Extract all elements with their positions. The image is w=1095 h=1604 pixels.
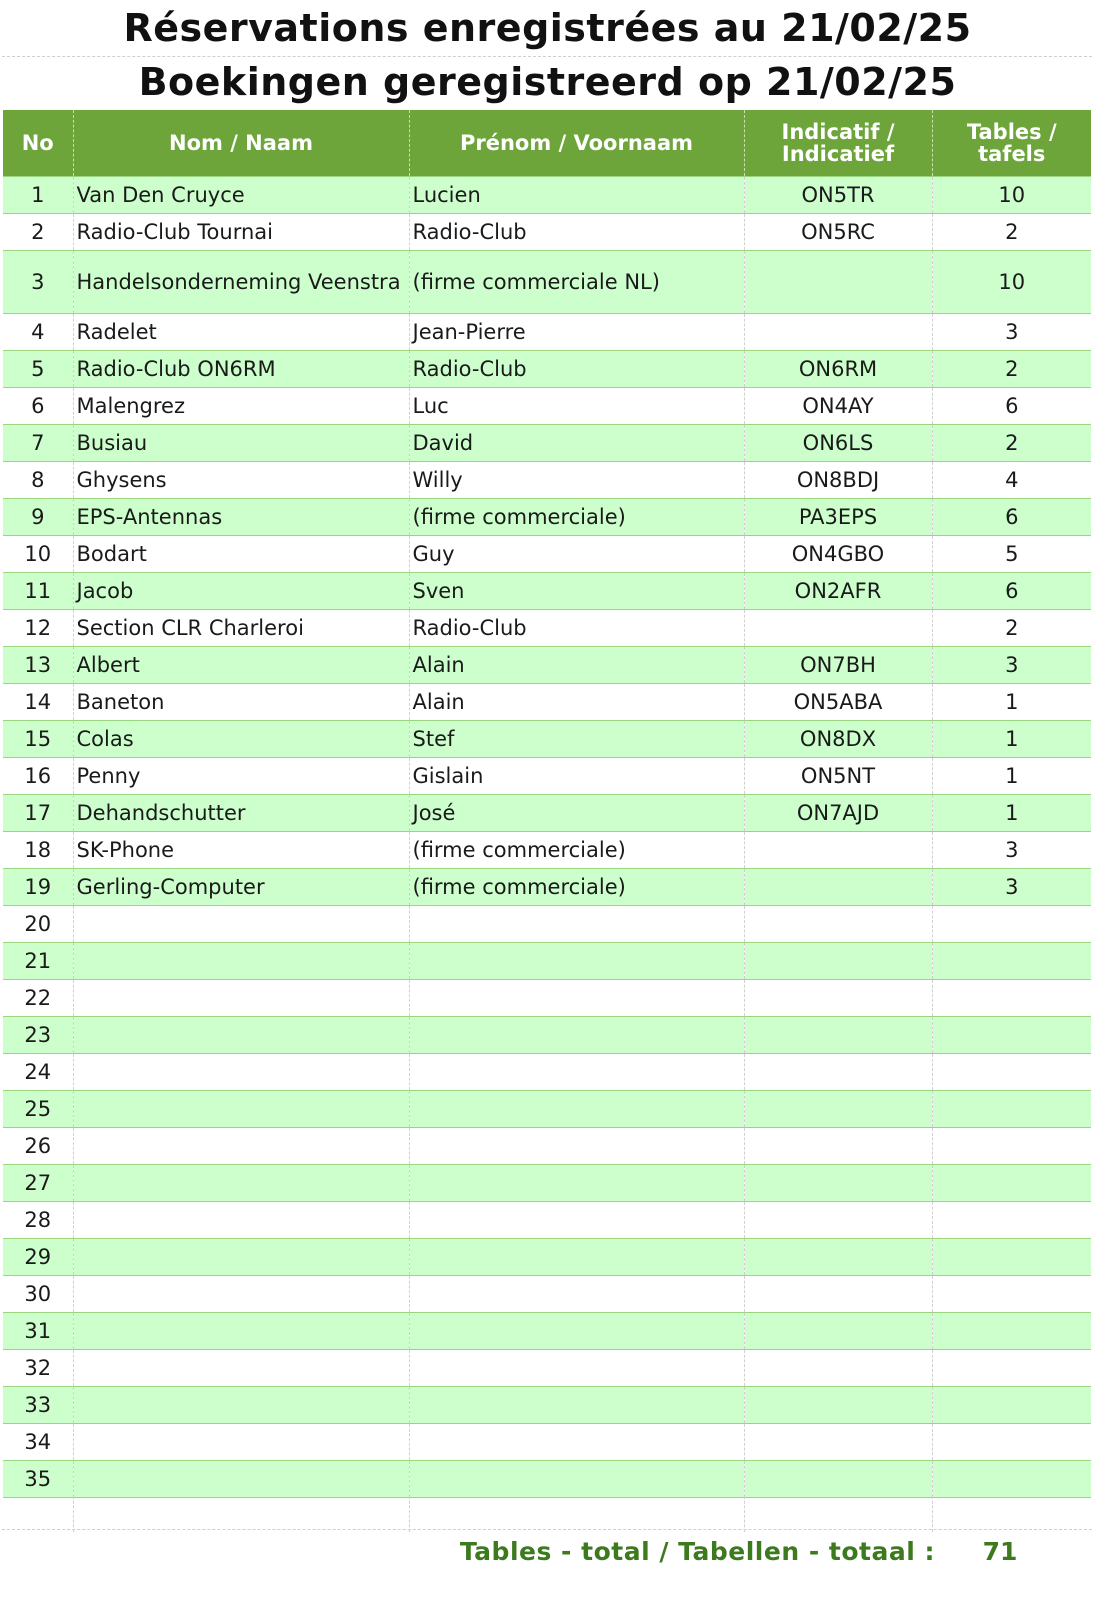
table-header-row (3, 110, 1091, 177)
table-row (3, 1424, 1091, 1461)
cell-no: 4 (3, 314, 73, 351)
cell-no: 10 (3, 536, 73, 573)
header-tables: Tables / tafels (932, 110, 1091, 177)
header-no: No (3, 110, 73, 177)
cell-prenom (409, 943, 744, 980)
cell-nom: Penny (73, 758, 409, 795)
cell-indicatif (744, 980, 932, 1017)
cell-prenom (409, 1202, 744, 1239)
table-row (3, 214, 1091, 251)
cell-prenom (409, 1017, 744, 1054)
cell-indicatif: ON4AY (744, 388, 932, 425)
cell-no: 25 (3, 1091, 73, 1128)
cell-tables (932, 906, 1091, 943)
cell-indicatif (744, 1387, 932, 1424)
cell-indicatif (744, 251, 932, 314)
cell-tables (932, 1276, 1091, 1313)
cell-prenom (409, 1165, 744, 1202)
table-row (3, 1276, 1091, 1313)
cell-no: 6 (3, 388, 73, 425)
cell-prenom (409, 1461, 744, 1498)
cell-indicatif: ON5TR (744, 177, 932, 214)
cell-tables (932, 1165, 1091, 1202)
cell-nom (73, 1239, 409, 1276)
table-row (3, 388, 1091, 425)
cell-nom: Bodart (73, 536, 409, 573)
cell-prenom: Sven (409, 573, 744, 610)
table-row (3, 832, 1091, 869)
cell-no: 14 (3, 684, 73, 721)
table-row (3, 573, 1091, 610)
cell-nom (73, 1350, 409, 1387)
cell-no: 22 (3, 980, 73, 1017)
cell-indicatif (744, 1350, 932, 1387)
table-row (3, 721, 1091, 758)
cell-no: 32 (3, 1350, 73, 1387)
table-row (3, 647, 1091, 684)
cell-no: 13 (3, 647, 73, 684)
table-row (3, 499, 1091, 536)
cell-no: 11 (3, 573, 73, 610)
cell-tables: 3 (932, 869, 1091, 906)
cell-prenom: Alain (409, 647, 744, 684)
cell-tables: 1 (932, 795, 1091, 832)
cell-prenom: Lucien (409, 177, 744, 214)
cell-indicatif: ON4GBO (744, 536, 932, 573)
cell-nom: SK-Phone (73, 832, 409, 869)
cell-tables (932, 1387, 1091, 1424)
cell-nom: Jacob (73, 573, 409, 610)
cell-no: 21 (3, 943, 73, 980)
footer-divider (2, 1529, 1092, 1530)
cell-prenom: David (409, 425, 744, 462)
table-row (3, 1387, 1091, 1424)
cell-tables (932, 1202, 1091, 1239)
cell-tables: 1 (932, 721, 1091, 758)
cell-tables: 3 (932, 832, 1091, 869)
cell-nom (73, 943, 409, 980)
cell-prenom: Luc (409, 388, 744, 425)
cell-indicatif (744, 1239, 932, 1276)
cell-prenom (409, 1128, 744, 1165)
cell-prenom (409, 1313, 744, 1350)
cell-no: 17 (3, 795, 73, 832)
table-row (3, 1165, 1091, 1202)
cell-nom: Radelet (73, 314, 409, 351)
cell-prenom: Stef (409, 721, 744, 758)
cell-nom (73, 906, 409, 943)
cell-no: 15 (3, 721, 73, 758)
table-row (3, 610, 1091, 647)
cell-indicatif (744, 314, 932, 351)
table-row (3, 1239, 1091, 1276)
cell-tables: 6 (932, 388, 1091, 425)
cell-prenom: Alain (409, 684, 744, 721)
cell-prenom: Gislain (409, 758, 744, 795)
header-indicatif: Indicatif / Indicatief (744, 110, 932, 177)
cell-nom (73, 1128, 409, 1165)
cell-no: 30 (3, 1276, 73, 1313)
cell-prenom: (firme commerciale) (409, 499, 744, 536)
cell-nom (73, 1313, 409, 1350)
cell-no: 28 (3, 1202, 73, 1239)
cell-no: 18 (3, 832, 73, 869)
cell-nom: Ghysens (73, 462, 409, 499)
cell-prenom: Jean-Pierre (409, 314, 744, 351)
reservations-table (3, 110, 1091, 1498)
cell-no: 2 (3, 214, 73, 251)
cell-no: 34 (3, 1424, 73, 1461)
cell-nom: Radio-Club Tournai (73, 214, 409, 251)
cell-nom (73, 1091, 409, 1128)
cell-indicatif: ON5NT (744, 758, 932, 795)
cell-indicatif: ON8BDJ (744, 462, 932, 499)
cell-tables: 2 (932, 425, 1091, 462)
cell-no: 20 (3, 906, 73, 943)
cell-no: 27 (3, 1165, 73, 1202)
cell-tables: 3 (932, 314, 1091, 351)
cell-prenom: José (409, 795, 744, 832)
footer-total-label: Tables - total / Tabellen - totaal : (459, 1537, 935, 1566)
cell-indicatif: PA3EPS (744, 499, 932, 536)
cell-no: 31 (3, 1313, 73, 1350)
cell-nom (73, 1017, 409, 1054)
cell-nom (73, 1276, 409, 1313)
cell-indicatif (744, 1424, 932, 1461)
cell-tables (932, 1017, 1091, 1054)
cell-prenom (409, 1350, 744, 1387)
cell-nom: EPS-Antennas (73, 499, 409, 536)
cell-indicatif (744, 1461, 932, 1498)
cell-no: 33 (3, 1387, 73, 1424)
cell-tables (932, 1350, 1091, 1387)
cell-indicatif: ON7BH (744, 647, 932, 684)
cell-nom (73, 1202, 409, 1239)
table-row (3, 980, 1091, 1017)
cell-prenom: (firme commerciale NL) (409, 251, 744, 314)
cell-tables: 2 (932, 610, 1091, 647)
cell-nom (73, 1461, 409, 1498)
cell-nom: Section CLR Charleroi (73, 610, 409, 647)
table-row (3, 1128, 1091, 1165)
cell-nom: Dehandschutter (73, 795, 409, 832)
cell-prenom (409, 1091, 744, 1128)
cell-tables (932, 980, 1091, 1017)
table-row (3, 1202, 1091, 1239)
cell-tables (932, 1424, 1091, 1461)
cell-tables: 5 (932, 536, 1091, 573)
cell-tables (932, 1054, 1091, 1091)
cell-prenom: Guy (409, 536, 744, 573)
cell-indicatif (744, 1276, 932, 1313)
header-nom: Nom / Naam (73, 110, 409, 177)
table-row (3, 536, 1091, 573)
cell-no: 7 (3, 425, 73, 462)
cell-nom: Albert (73, 647, 409, 684)
cell-nom (73, 1054, 409, 1091)
cell-no: 16 (3, 758, 73, 795)
cell-no: 23 (3, 1017, 73, 1054)
cell-indicatif (744, 1054, 932, 1091)
cell-nom: Van Den Cruyce (73, 177, 409, 214)
cell-prenom: (firme commerciale) (409, 832, 744, 869)
cell-indicatif: ON8DX (744, 721, 932, 758)
cell-indicatif: ON5ABA (744, 684, 932, 721)
cell-tables: 10 (932, 251, 1091, 314)
table-row (3, 943, 1091, 980)
cell-indicatif (744, 943, 932, 980)
cell-nom: Baneton (73, 684, 409, 721)
table-row (3, 869, 1091, 906)
cell-nom: Handelsonderneming Veenstra (73, 251, 409, 314)
cell-nom (73, 1424, 409, 1461)
cell-prenom (409, 1054, 744, 1091)
cell-indicatif (744, 1128, 932, 1165)
cell-prenom (409, 1424, 744, 1461)
cell-no: 9 (3, 499, 73, 536)
cell-indicatif: ON6RM (744, 351, 932, 388)
cell-tables: 4 (932, 462, 1091, 499)
cell-tables: 1 (932, 684, 1091, 721)
cell-no: 19 (3, 869, 73, 906)
cell-indicatif: ON2AFR (744, 573, 932, 610)
cell-no: 26 (3, 1128, 73, 1165)
table-row (3, 684, 1091, 721)
cell-prenom: (firme commerciale) (409, 869, 744, 906)
cell-tables (932, 943, 1091, 980)
cell-nom: Busiau (73, 425, 409, 462)
cell-tables (932, 1128, 1091, 1165)
cell-prenom: Radio-Club (409, 351, 744, 388)
title-dutch: Boekingen geregistreerd op 21/02/25 (138, 60, 957, 104)
cell-tables: 6 (932, 499, 1091, 536)
cell-indicatif (744, 832, 932, 869)
table-row (3, 462, 1091, 499)
cell-indicatif: ON6LS (744, 425, 932, 462)
cell-prenom (409, 906, 744, 943)
cell-tables: 1 (932, 758, 1091, 795)
cell-no: 29 (3, 1239, 73, 1276)
table-row (3, 1461, 1091, 1498)
header-prenom: Prénom / Voornaam (409, 110, 744, 177)
footer-total-value: 71 (982, 1537, 1018, 1566)
cell-prenom: Radio-Club (409, 214, 744, 251)
title-french: Réservations enregistrées au 21/02/25 (123, 6, 972, 50)
title-divider (2, 56, 1092, 57)
cell-indicatif: ON7AJD (744, 795, 932, 832)
cell-tables (932, 1461, 1091, 1498)
grid-line (744, 1496, 745, 1532)
table-row (3, 906, 1091, 943)
cell-indicatif (744, 1202, 932, 1239)
cell-nom (73, 1165, 409, 1202)
table-row (3, 1091, 1091, 1128)
cell-tables (932, 1313, 1091, 1350)
cell-indicatif (744, 610, 932, 647)
cell-prenom (409, 980, 744, 1017)
grid-line (932, 1496, 933, 1532)
table-row (3, 351, 1091, 388)
cell-no: 8 (3, 462, 73, 499)
cell-no: 3 (3, 251, 73, 314)
cell-indicatif (744, 1017, 932, 1054)
cell-no: 24 (3, 1054, 73, 1091)
cell-tables: 2 (932, 351, 1091, 388)
cell-nom (73, 980, 409, 1017)
cell-tables: 10 (932, 177, 1091, 214)
cell-prenom (409, 1387, 744, 1424)
cell-indicatif (744, 1313, 932, 1350)
table-row (3, 1313, 1091, 1350)
cell-indicatif (744, 869, 932, 906)
cell-tables: 6 (932, 573, 1091, 610)
table-row (3, 1350, 1091, 1387)
cell-nom: Radio-Club ON6RM (73, 351, 409, 388)
cell-no: 35 (3, 1461, 73, 1498)
table-row (3, 251, 1091, 314)
cell-nom: Colas (73, 721, 409, 758)
cell-tables: 3 (932, 647, 1091, 684)
table-row (3, 1054, 1091, 1091)
cell-tables (932, 1239, 1091, 1276)
footer-total-row (0, 1532, 1095, 1572)
cell-indicatif: ON5RC (744, 214, 932, 251)
cell-nom: Malengrez (73, 388, 409, 425)
grid-line (409, 1496, 410, 1532)
cell-indicatif (744, 1091, 932, 1128)
cell-indicatif (744, 1165, 932, 1202)
table-row (3, 795, 1091, 832)
cell-tables (932, 1091, 1091, 1128)
cell-no: 1 (3, 177, 73, 214)
cell-no: 12 (3, 610, 73, 647)
table-row (3, 314, 1091, 351)
cell-tables: 2 (932, 214, 1091, 251)
table-row (3, 177, 1091, 214)
cell-prenom: Radio-Club (409, 610, 744, 647)
cell-nom (73, 1387, 409, 1424)
table-row (3, 1017, 1091, 1054)
cell-indicatif (744, 906, 932, 943)
cell-prenom (409, 1276, 744, 1313)
grid-line (73, 1496, 74, 1532)
cell-no: 5 (3, 351, 73, 388)
cell-nom: Gerling-Computer (73, 869, 409, 906)
cell-prenom (409, 1239, 744, 1276)
table-row (3, 425, 1091, 462)
table-row (3, 758, 1091, 795)
cell-prenom: Willy (409, 462, 744, 499)
